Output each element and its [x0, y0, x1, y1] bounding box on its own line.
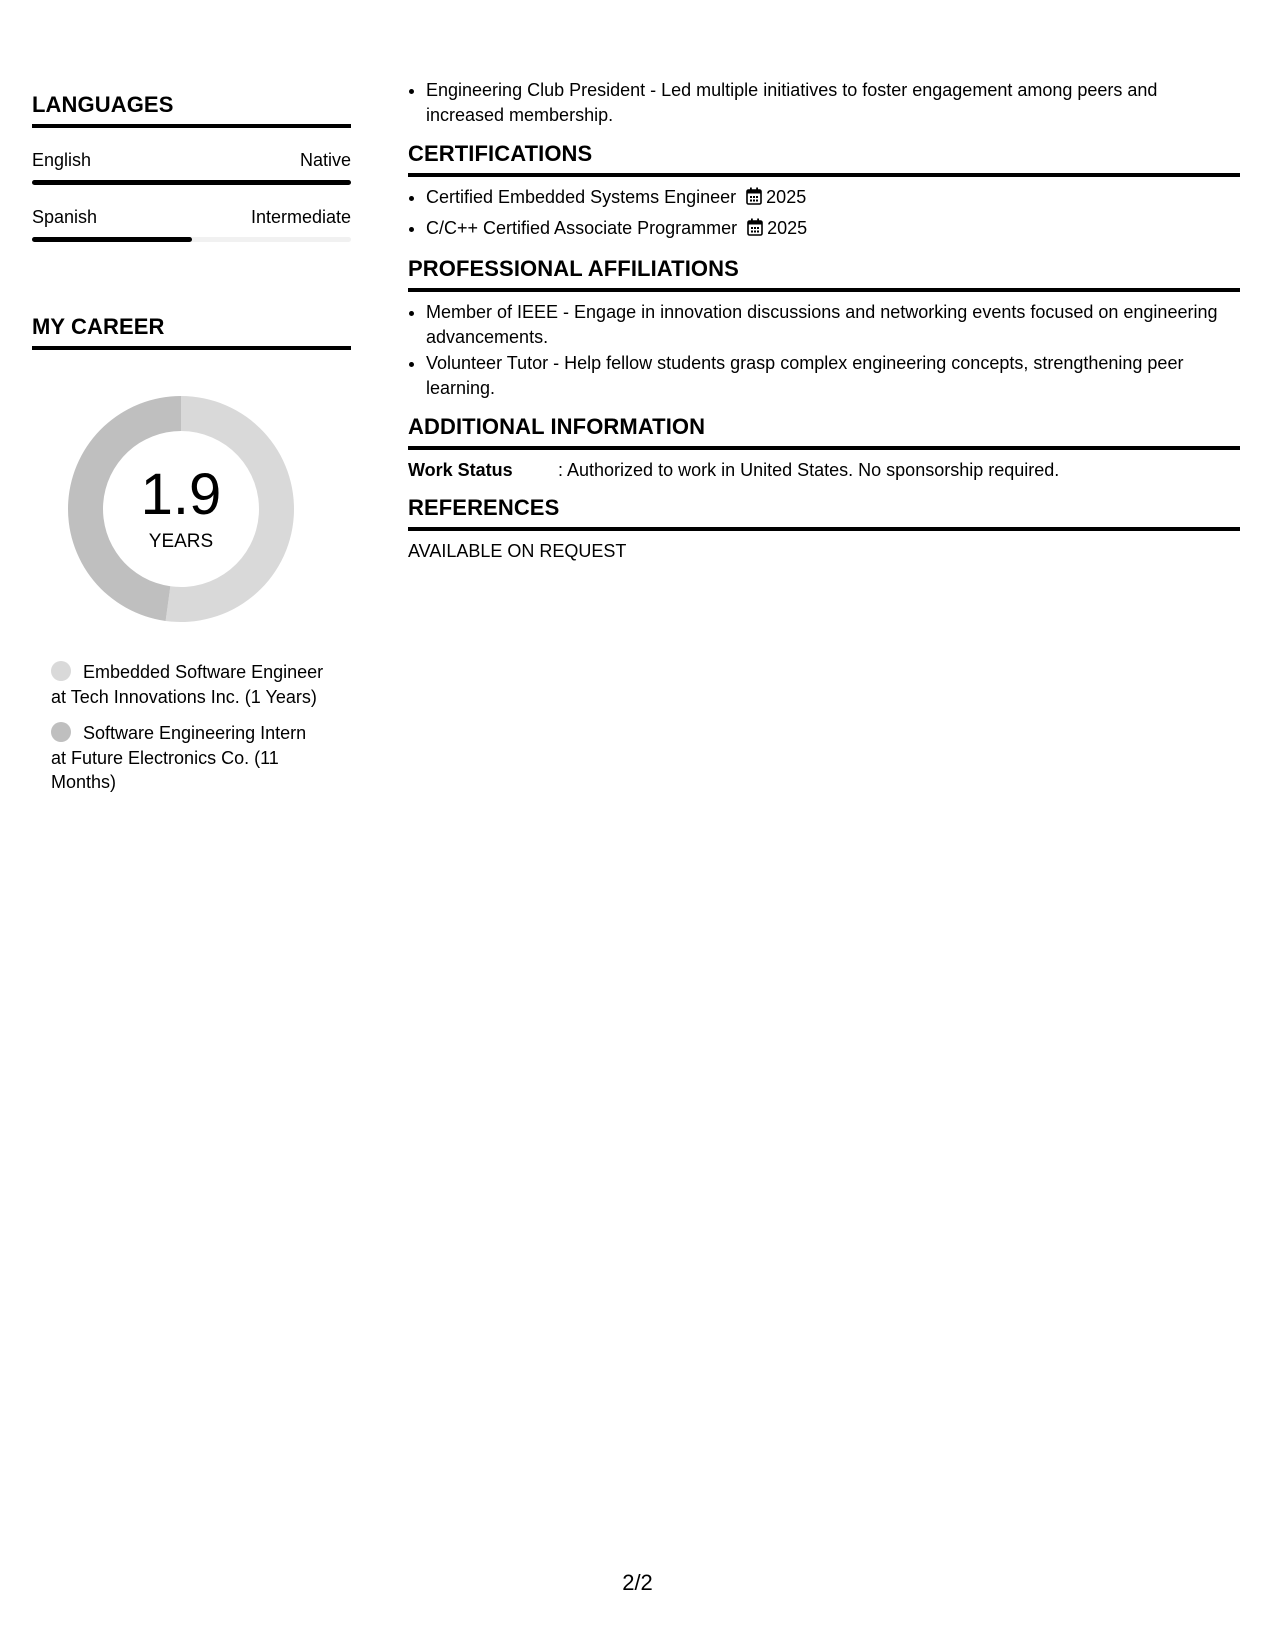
career-total-years: 1.9 [140, 462, 222, 527]
references-heading: REFERENCES [408, 495, 1240, 531]
language-item [32, 207, 351, 242]
legend-dot [51, 661, 71, 681]
references-text: AVAILABLE ON REQUEST [408, 541, 627, 561]
page-number: 2/2 [622, 1570, 653, 1595]
certification-item [426, 216, 1240, 243]
work-status-row [408, 460, 1240, 481]
language-name: English [32, 150, 92, 170]
career-years-label: YEARS [148, 531, 214, 552]
language-item [32, 150, 351, 185]
activities-list [408, 78, 1240, 127]
languages-heading: LANGUAGES [32, 92, 351, 128]
career-heading: MY CAREER [32, 314, 351, 350]
language-name: Spanish [32, 207, 98, 227]
career-legend [51, 660, 326, 795]
affiliations-heading: PROFESSIONAL AFFILIATIONS [408, 256, 1240, 292]
affiliations-list [408, 300, 1240, 400]
legend-item [51, 660, 326, 709]
additional-info-heading: ADDITIONAL INFORMATION [408, 414, 1240, 450]
certifications-list [408, 185, 1240, 242]
work-status-label: Work Status [408, 460, 513, 480]
legend-label: Software Engineering Intern at Future Electronics Co. (11 Months) [51, 723, 307, 792]
left-column [32, 92, 351, 807]
affiliation-item: • Volunteer Tutor - Help fellow students grasp complex engineering concepts, strengthening peer learning. [426, 351, 1240, 400]
certification-year: 2025 [766, 187, 807, 207]
legend-item [51, 721, 326, 795]
right-column [408, 78, 1240, 562]
certifications-heading: CERTIFICATIONS [408, 141, 1240, 177]
legend-label: Embedded Software Engineer at Tech Innovations Inc. (1 Years) [51, 662, 324, 707]
calendar-icon [746, 187, 762, 212]
certification-name: C/C++ Certified Associate Programmer [426, 217, 738, 238]
proficiency-bar-fill [32, 237, 192, 242]
calendar-icon [747, 218, 763, 243]
language-level: Intermediate [250, 207, 351, 227]
proficiency-bar [32, 180, 351, 185]
list-item: • Engineering Club President - Led multiple initiatives to foster engagement among peers and increased membership. [426, 78, 1240, 127]
language-level: Native [299, 150, 351, 170]
legend-dot [51, 722, 71, 742]
proficiency-bar [32, 237, 351, 242]
work-status-value: : Authorized to work in United States. No sponsorship required. [558, 460, 1060, 480]
certification-name: Certified Embedded Systems Engineer [426, 187, 737, 207]
certification-item [426, 185, 1240, 212]
proficiency-bar-fill [32, 180, 351, 185]
donut-center [66, 394, 296, 624]
certification-year: 2025 [767, 217, 808, 238]
affiliation-item: • Member of IEEE - Engage in innovation discussions and networking events focused on engineering advancements. [426, 300, 1240, 349]
career-donut-chart [66, 394, 296, 624]
